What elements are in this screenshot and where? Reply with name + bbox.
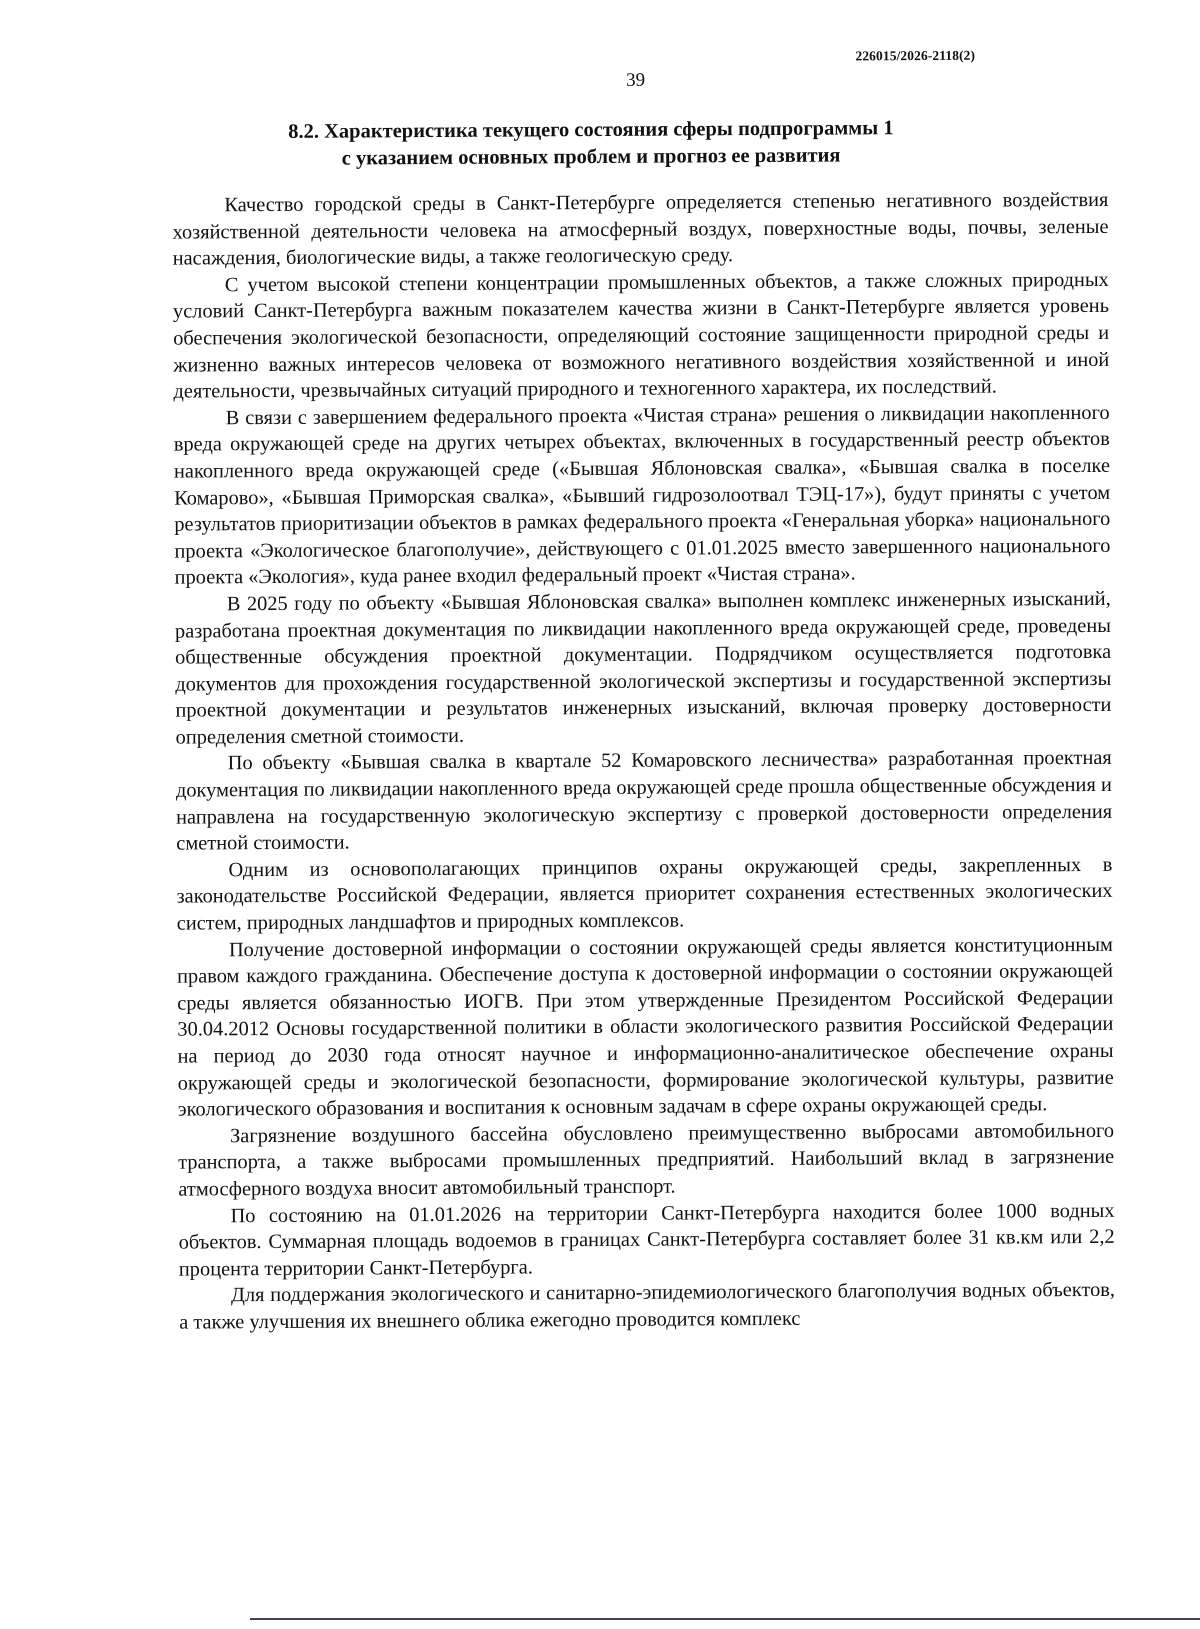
body-text	[172, 187, 1115, 1336]
paragraph: Загрязнение воздушного бассейна обусловлено преимущественно выбросами автомобильного транспорта, а также выбросами промышленных предприятий. Наибольший вклад в загрязнение атмосферного воздуха вносит автомобильный транспорт.	[178, 1119, 1115, 1201]
document-code: 226015/2026-2118(2)	[855, 47, 976, 64]
paragraph: Для поддержания экологического и санитарно-эпидемиологического благополучия водных объектов, а также улучшения их внешнего облика ежегодно проводится комплекс	[179, 1279, 1116, 1334]
paragraph: По состоянию на 01.01.2026 на территории Санкт-Петербурга находится более 1000 водных объектов. Суммарная площадь водоемов в границах Санкт-Петербурга составляет более 31 кв.км или 2,2 процента территории Санкт-Петербурга.	[178, 1199, 1115, 1281]
paragraph: Одним из основополагающих принципов охраны окружающей среды, закрепленных в законодательстве Российской Федерации, является приоритет сохранения естественных экологических систем, природных ландшафтов и природных комплексов.	[176, 853, 1113, 935]
paragraph: По объекту «Бывшая свалка в квартале 52 Комаровского лесничества» разработанная проектная документация по ликвидации накопленного вреда окружающей среде прошла общественные обсуждения и направлена на государственную экологическую экспертизу с проверкой достоверности определения сметной стоимости.	[175, 747, 1113, 855]
paragraph: С учетом высокой степени концентрации промышленных объектов, а также сложных природных условий Санкт-Петербурга важным показателем качества жизни в Санкт-Петербурге является уровень обеспечения экологической безопасности, определяющий состояние защищенности природной среды и жизненно важных интересов человека от возможного негативного воздействия хозяйственной и иной деятельности, чрезвычайных ситуаций природного и техногенного характера, их последствий.	[172, 268, 1110, 403]
page-number: 39	[626, 69, 646, 91]
paragraph: В 2025 году по объекту «Бывшая Яблоновская свалка» выполнен комплекс инженерных изысканий, разработана проектная документация по ликвидации накопленного вреда окружающей среде, проведены общественные обсуждения проектной документации. Подрядчиком осуществляется подготовка документов для прохождения государственной экологической экспертизы и государственной экспертизы проектной документации и результатов инженерных изысканий, включая проверку достоверности определения сметной стоимости.	[174, 587, 1112, 749]
section-heading	[176, 115, 1006, 174]
paragraph: Качество городской среды в Санкт-Петербурге определяется степенью негативного воздействия хозяйственной деятельности человека на атмосферный воздух, поверхностные воды, почвы, зеленые насаждения, биологические виды, а также геологическую среду.	[172, 188, 1109, 270]
paragraph: Получение достоверной информации о состоянии окружающей среды является конституционным правом каждого гражданина. Обеспечение доступа к достоверной информации о состоянии окружающей среды является обязанностью ИОГВ. При этом утвержденные Президентом Российской Федерации 30.04.2012 Основы государственной политики в области экологического развития Российской Федерации на период до 2030 года относят научное и информационно-аналитическое обеспечение охраны окружающей среды и экологической безопасности, формирование экологической культуры, развитие экологического образования и воспитания к основным задачам в сфере охраны окружающей среды.	[177, 933, 1114, 1121]
paragraph: В связи с завершением федерального проекта «Чистая страна» решения о ликвидации накопленного вреда окружающей среде на других четырех объектах, включенных в государственный реестр объектов накопленного вреда окружающей среде («Бывшая Яблоновская свалка», «Бывшая свалка в поселке Комарово», «Бывшая Приморская свалка», «Бывший гидрозолоотвал ТЭЦ-17»), будут приняты с учетом результатов приоритизации объектов в рамках федерального проекта «Генеральная уборка» национального проекта «Экологическое благополучие», действующего с 01.01.2025 вместо завершенного национального проекта «Экология», куда ранее входил федеральный проект «Чистая страна».	[173, 401, 1111, 589]
section-heading-line-2: с указанием основных проблем и прогноз ее развития	[341, 144, 841, 170]
section-heading-line-1: 8.2. Характеристика текущего состояния сферы подпрограммы 1	[288, 117, 894, 143]
scan-edge-line	[250, 1618, 1200, 1620]
